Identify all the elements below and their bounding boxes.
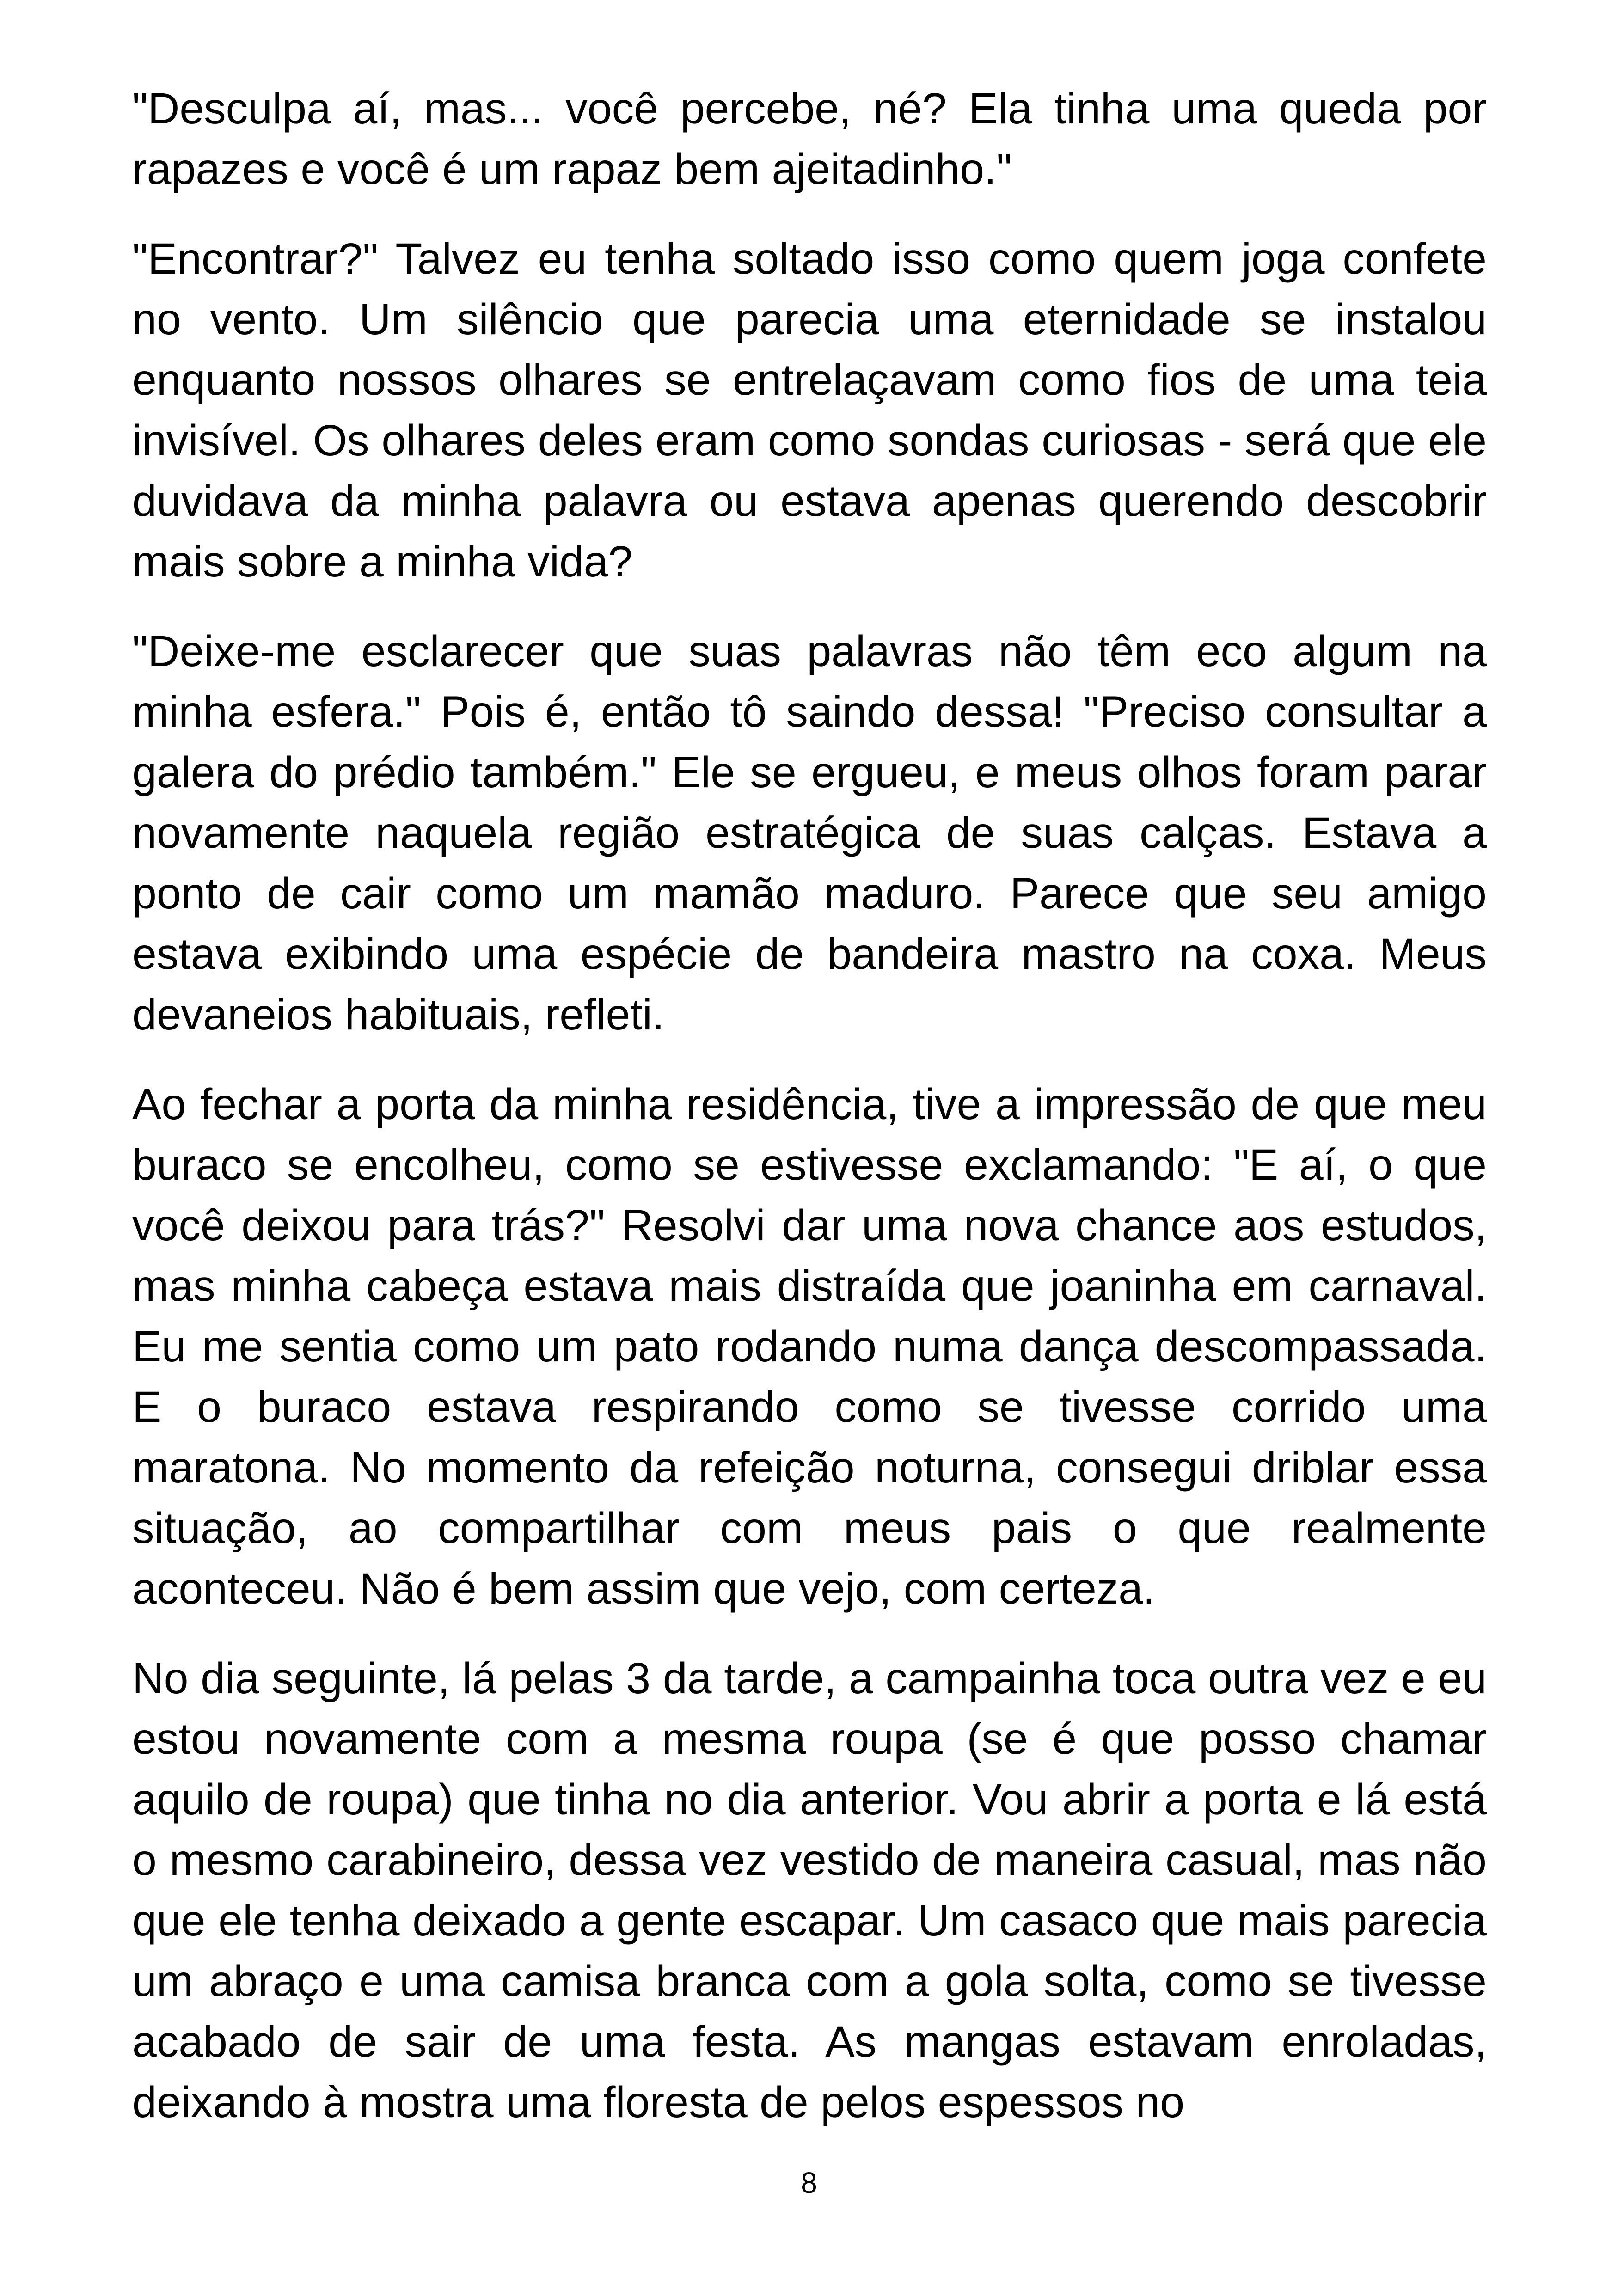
paragraph-2: "Encontrar?" Talvez eu tenha soltado isso como quem joga confete no vento. Um silêncio que parecia uma eternidade se instalou enquanto nossos olhares se entrelaçavam como fios de uma teia invisível. Os olhares deles eram como sondas curiosas - será que ele duvidava da minha palavra ou estava apenas querendo descobrir mais sobre a minha vida? [132, 234, 1487, 586]
page-body [132, 79, 1487, 2162]
paragraph-4: Ao fechar a porta da minha residência, tive a impressão de que meu buraco se encolheu, como se estivesse exclamando: "E aí, o que você deixou para trás?" Resolvi dar uma nova chance aos estudos, mas minha cabeça estava mais distraída que joaninha em carnaval. Eu me sentia como um pato rodando numa dança descompassada. E o buraco estava respirando como se tivesse corrido uma maratona. No momento da refeição noturna, consegui driblar essa situação, ao compartilhar com meus pais o que realmente aconteceu. Não é bem assim que vejo, com certeza. [132, 1080, 1487, 1613]
page-number: 8 [801, 2166, 817, 2199]
paragraph-1: "Desculpa aí, mas... você percebe, né? Ela tinha uma queda por rapazes e você é um rapaz bem ajeitadinho." [132, 84, 1487, 194]
paragraph-3: "Deixe-me esclarecer que suas palavras não têm eco algum na minha esfera." Pois é, então tô saindo dessa! "Preciso consultar a galera do prédio também." Ele se ergueu, e meus olhos foram parar novamente naquela região estratégica de suas calças. Estava a ponto de cair como um mamão maduro. Parece que seu amigo estava exibindo uma espécie de bandeira mastro na coxa. Meus devaneios habituais, refleti. [132, 627, 1487, 1039]
paragraph-5: No dia seguinte, lá pelas 3 da tarde, a campainha toca outra vez e eu estou novamente com a mesma roupa (se é que posso chamar aquilo de roupa) que tinha no dia anterior. Vou abrir a porta e lá está o mesmo carabineiro, dessa vez vestido de maneira casual, mas não que ele tenha deixado a gente escapar. Um casaco que mais parecia um abraço e uma camisa branca com a gola solta, como se tivesse acabado de sair de uma festa. As mangas estavam enroladas, deixando à mostra uma floresta de pelos espessos no [132, 1654, 1487, 2127]
